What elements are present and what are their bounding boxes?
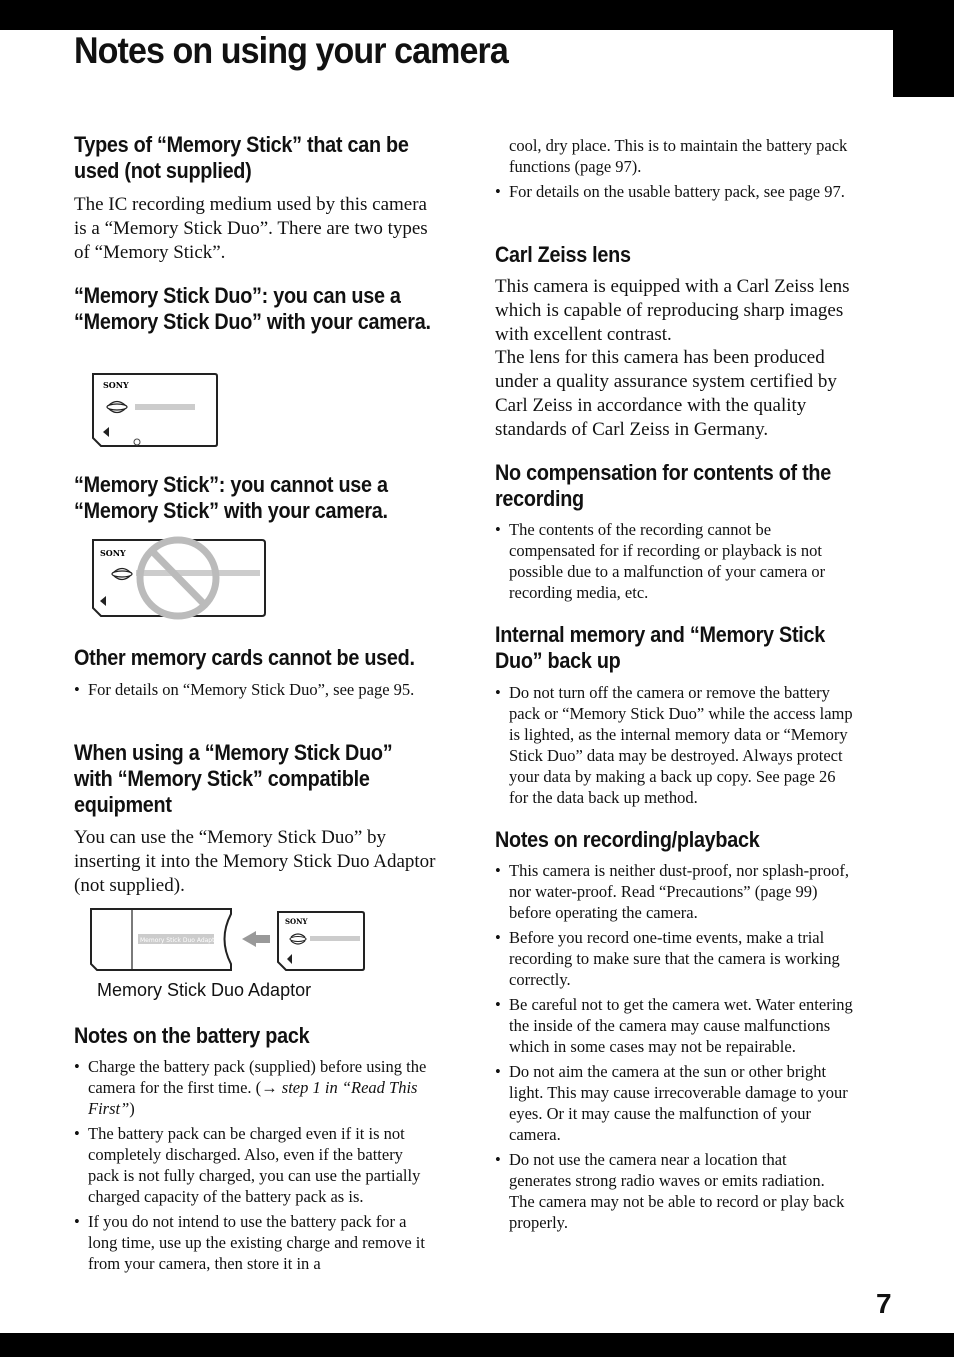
battery-b1-end: ) [129,1099,135,1118]
other-cards-bullets [74,679,432,704]
backup-bullets [495,682,853,812]
duo-heading: “Memory Stick Duo”: you can use a “Memory Stick Duo” with your camera. [74,283,431,334]
battery-heading: Notes on the battery pack [74,1023,310,1048]
list-item [74,1056,432,1119]
insert-arrow-icon [242,931,270,947]
list-item: • Do not turn off the camera or remove the battery pack or “Memory Stick Duo” while the access lamp is lighted, as the internal memory data or “Memory Stick Duo” data may be destroyed. Always protect your data by making a back up copy. See page 26 for the data back up method. [495,682,853,808]
arrow-icon: → [261,1078,278,1097]
top-black-bar [0,0,954,30]
backup-heading: Internal memory and “Memory Stick Duo” back up [495,622,826,673]
recording-playback-bullets [495,860,853,1237]
card-brand-label: SONY [285,917,308,926]
list-item: • The contents of the recording cannot be compensated for if recording or playback is not possible due to a malfunction of your camera or recording media, etc. [495,519,853,603]
page-title: Notes on using your camera [74,30,508,71]
list-item: • Before you record one-time events, make a trial recording to make sure that the camera is working correctly. [495,927,853,990]
other-cards-heading: Other memory cards cannot be used. [74,645,415,670]
zeiss-heading: Carl Zeiss lens [495,242,631,267]
adaptor-label-text: Memory Stick Duo Adaptor [140,937,221,944]
battery-b1-reference: step 1 in “Read This First” [88,1078,418,1118]
zeiss-body-1: This camera is equipped with a Carl Zeiss lens which is capable of reproducing sharp images with excellent contrast. [495,276,850,345]
list-item: • If you do not intend to use the battery pack for a long time, use up the existing charge and remove it from your camera, then store it in a [74,1211,432,1274]
battery-b1-text: Charge the battery pack (supplied) before using the camera for the first time. ( [88,1057,427,1097]
types-body: The IC recording medium used by this camera is a “Memory Stick Duo”. There are two types of “Memory Stick”. [74,194,428,263]
list-item: • For details on “Memory Stick Duo”, see page 95. [74,679,432,700]
no-compensation-bullets [495,519,853,607]
page-number: 7 [876,1288,892,1319]
section-tab [893,30,954,97]
ms-heading: “Memory Stick”: you cannot use a “Memory Stick” with your camera. [74,472,388,523]
card-brand-label: SONY [100,548,126,558]
battery-bullets [74,1056,432,1278]
zeiss-body-2: The lens for this camera has been produced under a quality assurance system certified by Carl Zeiss in accordance with the quality standards of Carl Zeiss in Germany. [495,347,837,440]
card-brand-label: SONY [103,380,129,390]
adaptor-illustration [88,906,368,976]
memory-stick-prohibited-illustration [88,534,268,624]
list-item: • Do not aim the camera at the sun or other bright light. This may cause irrecoverable damage to your eyes. Or it may cause the malfunction of your camera. [495,1061,853,1145]
compat-body: You can use the “Memory Stick Duo” by inserting it into the Memory Stick Duo Adaptor (not supplied). [74,827,436,896]
list-item: • Be careful not to get the camera wet. Water entering the inside of the camera may cause malfunctions which in some cases may not be repairable. [495,994,853,1057]
battery-continued: cool, dry place. This is to maintain the battery pack functions (page 97). [509,136,848,176]
memory-stick-duo-illustration [89,372,219,448]
bottom-black-bar [0,1333,954,1357]
list-item: • Do not use the camera near a location that generates strong radio waves or emits radiation. The camera may not be able to record or play back properly. [495,1149,853,1233]
battery-bullets-continued [495,181,853,206]
adaptor-caption: Memory Stick Duo Adaptor [97,980,312,1000]
card-label-strip [310,936,360,941]
list-item: • The battery pack can be charged even if it is not completely discharged. Also, even if the battery pack is not fully charged, you can use the partially charged capacity of the battery pack as is. [74,1123,432,1207]
list-item: • For details on the usable battery pack, see page 97. [495,181,853,202]
list-item: • This camera is neither dust-proof, nor splash-proof, nor water-proof. Read “Precautions” (page 99) before operating the camera. [495,860,853,923]
recording-playback-heading: Notes on recording/playback [495,827,760,852]
compat-heading: When using a “Memory Stick Duo” with “Memory Stick” compatible equipment [74,740,393,817]
card-label-strip [135,404,195,410]
types-heading: Types of “Memory Stick” that can be used (not supplied) [74,132,409,183]
no-compensation-heading: No compensation for contents of the recording [495,460,831,511]
card-label-strip [136,570,260,576]
